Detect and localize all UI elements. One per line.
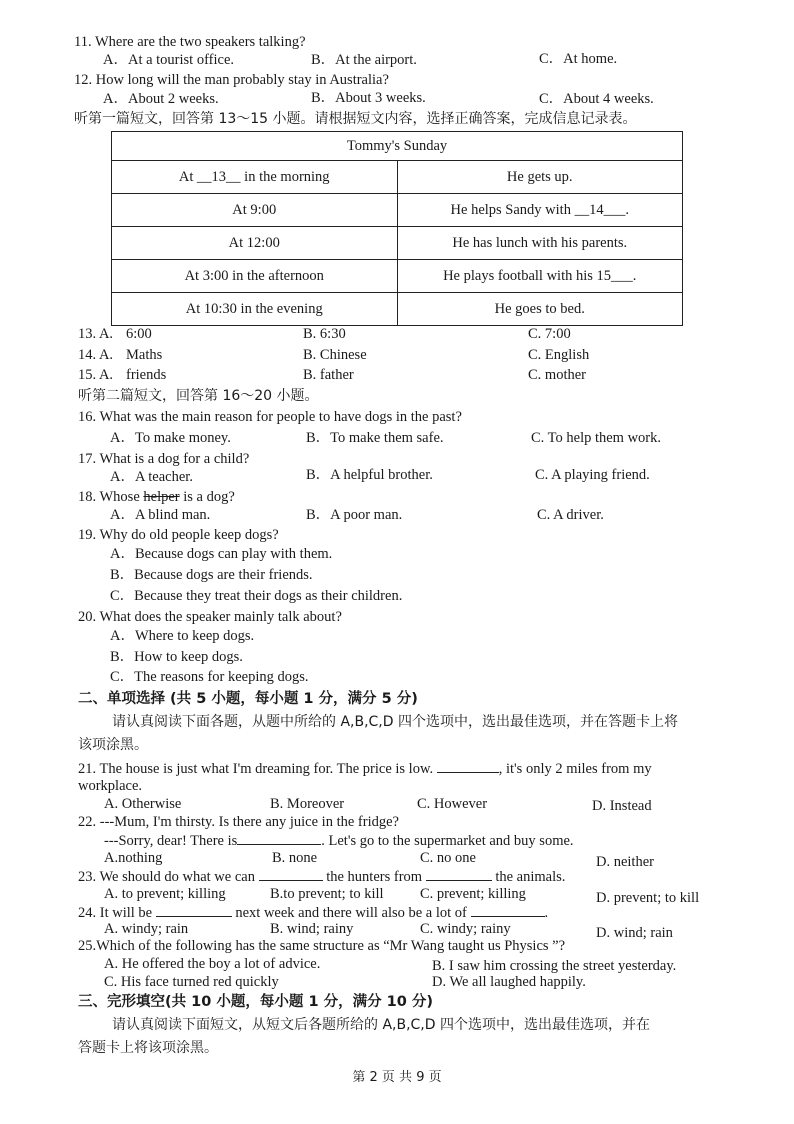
q25-option-d: D. We all laughed happily.	[432, 974, 586, 990]
q23-stem-middle: the hunters from	[326, 869, 423, 885]
q21-option-d: D. Instead	[592, 798, 652, 814]
q13-option-b: B. 6:30	[303, 326, 346, 342]
q21-option-c: C. However	[417, 796, 488, 812]
q18-option-b: B．A poor man.	[306, 507, 403, 523]
q17-option-b: B．A helpful brother.	[306, 467, 433, 483]
q24-option-c: C. windy; rainy	[420, 921, 511, 937]
q25-option-c: C. His face turned red quickly	[104, 974, 279, 990]
q11-option-a: A．At a tourist office.	[103, 52, 235, 68]
q18-stem-end: is a dog?	[179, 489, 235, 505]
q22-stem-line1: 22. ---Mum, I'm thirsty. Is there any juice in the fridge?	[78, 814, 399, 830]
q23-option-d: D. prevent; to kill	[596, 890, 700, 906]
q23-blank-2	[426, 868, 492, 881]
q19-stem: 19. Why do old people keep dogs?	[78, 527, 279, 543]
table-cell-activity: He plays football with his 15___.	[397, 260, 683, 293]
q23-option-b: B.to prevent; to kill	[270, 886, 384, 902]
table-cell-time: At 9:00	[112, 194, 398, 227]
q22-blank	[237, 832, 321, 845]
q11-option-c: C．At home.	[539, 51, 618, 67]
q23-stem	[78, 868, 565, 886]
q21-stem-start: 21. The house is just what I'm dreaming for. The price is low.	[78, 761, 434, 777]
q13-number: 13. A.	[78, 326, 114, 342]
q18-option-c: C. A driver.	[537, 507, 604, 523]
section2-instruction: 听第二篇短文，回答第 16～20 小题。	[78, 388, 319, 404]
q21-stem-line1	[78, 760, 652, 778]
table-cell-activity: He helps Sandy with __14___.	[397, 194, 683, 227]
q24-stem	[78, 904, 548, 922]
table-title: Tommy's Sunday	[112, 132, 683, 161]
q21-stem-line2: workplace.	[78, 778, 143, 794]
q21-option-a: A. Otherwise	[104, 796, 182, 812]
q13-option-a: 6:00	[126, 326, 152, 342]
q17-option-c: C. A playing friend.	[535, 467, 650, 483]
q18-option-a: A．A blind man.	[110, 507, 211, 523]
part2-heading: 二、单项选择 (共 5 小题，每小题 1 分，满分 5 分)	[78, 691, 418, 707]
part3-heading: 三、完形填空(共 10 小题，每小题 1 分，满分 10 分)	[78, 994, 433, 1010]
q25-option-a: A. He offered the boy a lot of advice.	[104, 956, 321, 972]
part3-instruction-line2: 答题卡上将该项涂黑。	[78, 1040, 218, 1056]
table-row	[112, 227, 683, 260]
q12-option-c: C．About 4 weeks.	[539, 91, 654, 107]
q20-option-c: C．The reasons for keeping dogs.	[110, 669, 309, 685]
q15-option-a: friends	[126, 367, 167, 383]
q22-option-b: B. none	[272, 850, 318, 866]
q20-option-b: B．How to keep dogs.	[110, 649, 243, 665]
q25-stem: 25.Which of the following has the same structure as “Mr Wang taught us Physics ”?	[78, 938, 566, 954]
q24-option-a: A. windy; rain	[104, 921, 189, 937]
q14-option-a: Maths	[126, 347, 163, 363]
table-row	[112, 161, 683, 194]
q21-option-b: B. Moreover	[270, 796, 345, 812]
table-cell-activity: He gets up.	[397, 161, 683, 194]
part2-instruction-line2: 该项涂黑。	[78, 737, 148, 753]
q16-stem: 16. What was the main reason for people to have dogs in the past?	[78, 409, 462, 425]
q12-stem: 12. How long will the man probably stay in Australia?	[74, 72, 389, 88]
table-row	[112, 293, 683, 326]
table-cell-time: At __13__ in the morning	[112, 161, 398, 194]
q15-option-b: B. father	[303, 367, 354, 383]
q12-option-b: B．About 3 weeks.	[311, 90, 426, 106]
q20-option-a: A．Where to keep dogs.	[110, 628, 255, 644]
q12-option-a: A．About 2 weeks.	[103, 91, 219, 107]
table-cell-time: At 12:00	[112, 227, 398, 260]
q21-blank	[437, 760, 499, 773]
q23-blank-1	[259, 868, 323, 881]
q14-option-c: C. English	[528, 347, 590, 363]
q22-option-d: D. neither	[596, 854, 654, 870]
q16-option-a: A．To make money.	[110, 430, 231, 446]
q23-stem-end: the animals.	[495, 869, 566, 885]
q20-stem: 20. What does the speaker mainly talk about?	[78, 609, 342, 625]
tommys-sunday-table	[111, 131, 683, 326]
section1-instruction: 听第一篇短文，回答第 13～15 小题。请根据短文内容，选择正确答案，完成信息记录表。	[74, 111, 637, 127]
q14-number: 14. A.	[78, 347, 114, 363]
table-row	[112, 194, 683, 227]
page-number: 第 2 页 共 9 页	[352, 1070, 442, 1085]
table-cell-activity: He goes to bed.	[397, 293, 683, 326]
q19-option-c: C．Because they treat their dogs as their children.	[110, 588, 403, 604]
q15-option-c: C. mother	[528, 367, 586, 383]
q19-option-b: B．Because dogs are their friends.	[110, 567, 313, 583]
q22-stem-start: ---Sorry, dear! There is	[104, 833, 238, 849]
q11-option-b: B．At the airport.	[311, 52, 417, 68]
table-cell-time: At 10:30 in the evening	[112, 293, 398, 326]
q18-struck-word: helper	[143, 489, 180, 505]
q24-blank-1	[156, 904, 232, 917]
q11-stem: 11. Where are the two speakers talking?	[74, 34, 306, 50]
q23-stem-start: 23. We should do what we can	[78, 869, 255, 885]
q24-stem-middle: next week and there will also be a lot of	[235, 905, 467, 921]
q17-option-a: A．A teacher.	[110, 469, 193, 485]
q19-option-a: A．Because dogs can play with them.	[110, 546, 333, 562]
table-row	[112, 260, 683, 293]
q24-option-d: D. wind; rain	[596, 925, 673, 941]
q13-option-c: C. 7:00	[528, 326, 571, 342]
q18-stem	[78, 489, 235, 506]
q18-stem-start: 18. Whose	[78, 489, 144, 505]
q16-option-c: C. To help them work.	[531, 430, 662, 446]
q22-option-a: A.nothing	[104, 850, 163, 866]
q15-number: 15. A.	[78, 367, 114, 383]
q16-option-b: B．To make them safe.	[306, 430, 444, 446]
q22-option-c: C. no one	[420, 850, 476, 866]
q24-stem-start: 24. It will be	[78, 905, 153, 921]
q23-option-a: A. to prevent; killing	[104, 886, 226, 902]
part3-instruction-line1: 请认真阅读下面短文，从短文后各题所给的 A,B,C,D 四个选项中，选出最佳选项，并在	[112, 1017, 650, 1033]
q14-option-b: B. Chinese	[303, 347, 367, 363]
table-cell-time: At 3:00 in the afternoon	[112, 260, 398, 293]
q21-stem-end: , it's only 2 miles from my	[498, 761, 652, 777]
q23-option-c: C. prevent; killing	[420, 886, 526, 902]
q22-stem-line2	[104, 832, 574, 850]
q24-blank-2	[471, 904, 545, 917]
q25-option-b: B. I saw him crossing the street yesterday.	[432, 958, 677, 974]
table-cell-activity: He has lunch with his parents.	[397, 227, 683, 260]
part2-instruction-line1: 请认真阅读下面各题，从题中所给的 A,B,C,D 四个选项中，选出最佳选项，并在答题卡上将	[112, 714, 678, 730]
q24-stem-end: .	[544, 905, 549, 921]
q17-stem: 17. What is a dog for a child?	[78, 451, 250, 467]
q22-stem-end: . Let's go to the supermarket and buy some.	[321, 833, 574, 849]
q24-option-b: B. wind; rainy	[270, 921, 354, 937]
